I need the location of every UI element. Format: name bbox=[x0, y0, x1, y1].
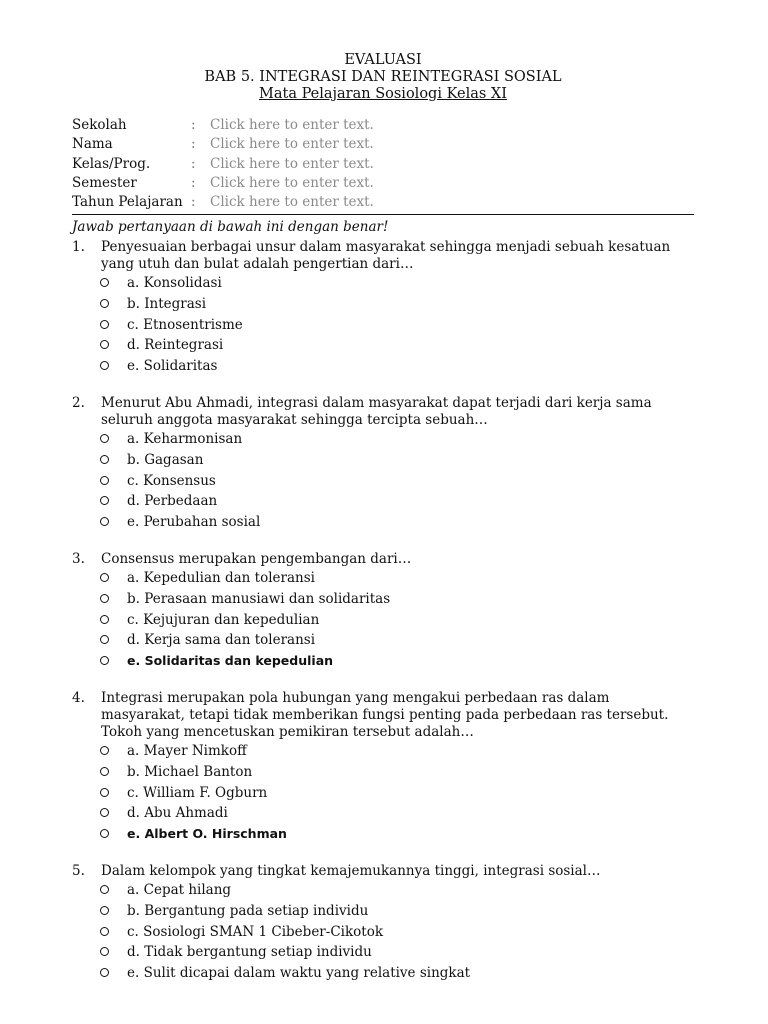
option-label: c. Etnosentrisme bbox=[127, 316, 243, 333]
option-c[interactable] bbox=[72, 922, 694, 943]
field-label: Nama bbox=[72, 136, 113, 153]
option-a[interactable] bbox=[72, 429, 694, 450]
field-sekolah bbox=[72, 116, 694, 135]
option-label: d. Perbedaan bbox=[127, 493, 218, 510]
spacer bbox=[72, 376, 694, 392]
question-1 bbox=[72, 239, 694, 376]
option-a[interactable] bbox=[72, 880, 694, 901]
option-label: b. Perasaan manusiawi dan solidaritas bbox=[127, 591, 391, 608]
radio-circle-icon[interactable] bbox=[100, 615, 109, 624]
options-list bbox=[72, 273, 694, 376]
kelas-input[interactable]: Click here to enter text. bbox=[210, 155, 374, 172]
options-list bbox=[72, 568, 694, 671]
spacer bbox=[72, 844, 694, 860]
radio-circle-icon[interactable] bbox=[100, 656, 109, 665]
option-e[interactable] bbox=[72, 651, 694, 672]
document-page bbox=[72, 52, 694, 983]
radio-circle-icon[interactable] bbox=[100, 340, 109, 349]
radio-circle-icon[interactable] bbox=[100, 496, 109, 505]
question-row bbox=[72, 551, 694, 568]
option-label: d. Kerja sama dan toleransi bbox=[127, 632, 316, 649]
field-label: Kelas/Prog. bbox=[72, 155, 151, 172]
option-label: a. Cepat hilang bbox=[127, 882, 232, 899]
divider bbox=[72, 214, 694, 215]
option-e[interactable] bbox=[72, 512, 694, 533]
option-b[interactable] bbox=[72, 589, 694, 610]
question-text: Menurut Abu Ahmadi, integrasi dalam masyarakat dapat terjadi dari kerja sama seluruh anggota masyarakat sehingga tercipta sebuah… bbox=[101, 395, 652, 429]
instruction-text: Jawab pertanyaan di bawah ini dengan benar! bbox=[72, 219, 389, 236]
option-d[interactable] bbox=[72, 803, 694, 824]
options-list bbox=[72, 880, 694, 983]
radio-circle-icon[interactable] bbox=[100, 885, 109, 894]
option-d[interactable] bbox=[72, 335, 694, 356]
option-e[interactable] bbox=[72, 963, 694, 984]
option-d[interactable] bbox=[72, 630, 694, 651]
nama-input[interactable]: Click here to enter text. bbox=[210, 136, 374, 153]
options-list bbox=[72, 741, 694, 844]
option-c[interactable] bbox=[72, 610, 694, 631]
radio-circle-icon[interactable] bbox=[100, 455, 109, 464]
option-a[interactable] bbox=[72, 273, 694, 294]
radio-circle-icon[interactable] bbox=[100, 906, 109, 915]
question-text: Integrasi merupakan pola hubungan yang mengakui perbedaan ras dalam masyarakat, tetapi tidak memberikan fungsi penting pada perbedaan ras tersebut. Tokoh yang mencetuskan pemikiran tersebut adalah… bbox=[101, 690, 669, 741]
option-d[interactable] bbox=[72, 942, 694, 963]
option-label: c. Sosiologi SMAN 1 Cibeber-Cikotok bbox=[127, 923, 384, 940]
radio-circle-icon[interactable] bbox=[100, 476, 109, 485]
question-4 bbox=[72, 690, 694, 844]
field-label: Tahun Pelajaran bbox=[72, 194, 183, 211]
question-row bbox=[72, 239, 694, 273]
option-label: a. Keharmonisan bbox=[127, 431, 243, 448]
radio-circle-icon[interactable] bbox=[100, 278, 109, 287]
option-label: c. Konsensus bbox=[127, 472, 216, 489]
question-row bbox=[72, 395, 694, 429]
field-label: Sekolah bbox=[72, 117, 127, 133]
radio-circle-icon[interactable] bbox=[100, 573, 109, 582]
radio-circle-icon[interactable] bbox=[100, 299, 109, 308]
question-text: Consensus merupakan pengembangan dari… bbox=[101, 551, 412, 568]
option-a[interactable] bbox=[72, 568, 694, 589]
question-row bbox=[72, 863, 694, 880]
question-text: Dalam kelompok yang tingkat kemajemukannya tinggi, integrasi sosial… bbox=[101, 863, 601, 880]
option-label: e. Sulit dicapai dalam waktu yang relative singkat bbox=[127, 964, 471, 981]
option-label: e. Perubahan sosial bbox=[127, 513, 261, 530]
field-colon: : bbox=[191, 136, 196, 153]
radio-circle-icon[interactable] bbox=[100, 808, 109, 817]
tahun-pelajaran-input[interactable]: Click here to enter text. bbox=[210, 194, 374, 211]
option-label: b. Gagasan bbox=[127, 452, 204, 469]
field-kelas bbox=[72, 155, 694, 174]
question-2 bbox=[72, 395, 694, 532]
option-label: e. Albert O. Hirschman bbox=[127, 825, 287, 841]
option-d[interactable] bbox=[72, 491, 694, 512]
option-label: b. Integrasi bbox=[127, 296, 207, 313]
field-label: Semester bbox=[72, 174, 137, 191]
option-label: d. Abu Ahmadi bbox=[127, 805, 228, 822]
question-row bbox=[72, 690, 694, 741]
question-number: 2. bbox=[72, 395, 85, 412]
options-list bbox=[72, 429, 694, 532]
semester-input[interactable]: Click here to enter text. bbox=[210, 174, 374, 191]
question-3 bbox=[72, 551, 694, 671]
option-label: d. Tidak bergantung setiap individu bbox=[127, 944, 372, 961]
sekolah-input[interactable]: Click here to enter text. bbox=[210, 117, 374, 133]
option-label: a. Kepedulian dan toleransi bbox=[127, 570, 315, 587]
subject-title: Mata Pelajaran Sosiologi Kelas XI bbox=[259, 86, 507, 102]
radio-circle-icon[interactable] bbox=[100, 927, 109, 936]
option-label: a. Mayer Nimkoff bbox=[127, 743, 247, 760]
option-b[interactable] bbox=[72, 450, 694, 471]
option-c[interactable] bbox=[72, 315, 694, 336]
chapter-title: BAB 5. INTEGRASI DAN REINTEGRASI SOSIAL bbox=[204, 69, 562, 85]
field-nama bbox=[72, 135, 694, 154]
option-label: d. Reintegrasi bbox=[127, 337, 224, 354]
radio-circle-icon[interactable] bbox=[100, 434, 109, 443]
option-e[interactable] bbox=[72, 824, 694, 845]
radio-circle-icon[interactable] bbox=[100, 320, 109, 329]
option-label: a. Konsolidasi bbox=[127, 275, 222, 292]
option-label: c. William F. Ogburn bbox=[127, 784, 268, 801]
field-tahun-pelajaran bbox=[72, 193, 694, 212]
spacer bbox=[72, 671, 694, 687]
option-b[interactable] bbox=[72, 762, 694, 783]
radio-circle-icon[interactable] bbox=[100, 361, 109, 370]
option-e[interactable] bbox=[72, 356, 694, 377]
field-colon: : bbox=[191, 194, 196, 211]
radio-circle-icon[interactable] bbox=[100, 746, 109, 755]
field-semester bbox=[72, 174, 694, 193]
option-label: c. Kejujuran dan kepedulian bbox=[127, 611, 320, 628]
radio-circle-icon[interactable] bbox=[100, 635, 109, 644]
question-number: 5. bbox=[72, 863, 85, 880]
radio-circle-icon[interactable] bbox=[100, 947, 109, 956]
question-number: 3. bbox=[72, 551, 85, 568]
radio-circle-icon[interactable] bbox=[100, 517, 109, 526]
radio-circle-icon[interactable] bbox=[100, 968, 109, 977]
student-info-fields bbox=[72, 116, 694, 212]
option-label: e. Solidaritas bbox=[127, 357, 218, 374]
radio-circle-icon[interactable] bbox=[100, 594, 109, 603]
option-c[interactable] bbox=[72, 471, 694, 492]
option-a[interactable] bbox=[72, 741, 694, 762]
radio-circle-icon[interactable] bbox=[100, 767, 109, 776]
spacer bbox=[72, 532, 694, 548]
option-label: e. Solidaritas dan kepedulian bbox=[127, 652, 334, 668]
option-b[interactable] bbox=[72, 901, 694, 922]
question-5 bbox=[72, 863, 694, 983]
option-label: b. Michael Banton bbox=[127, 763, 253, 780]
question-number: 4. bbox=[72, 690, 85, 707]
field-colon: : bbox=[191, 174, 196, 191]
field-colon: : bbox=[191, 155, 196, 172]
field-colon: : bbox=[191, 117, 196, 133]
document-title: EVALUASI bbox=[344, 52, 422, 68]
question-number: 1. bbox=[72, 239, 85, 256]
radio-circle-icon[interactable] bbox=[100, 829, 109, 838]
question-text: Penyesuaian berbagai unsur dalam masyarakat sehingga menjadi sebuah kesatuan yang utuh dan bulat adalah pengertian dari… bbox=[101, 239, 671, 273]
option-label: b. Bergantung pada setiap individu bbox=[127, 902, 369, 919]
radio-circle-icon[interactable] bbox=[100, 788, 109, 797]
option-b[interactable] bbox=[72, 294, 694, 315]
option-c[interactable] bbox=[72, 783, 694, 804]
